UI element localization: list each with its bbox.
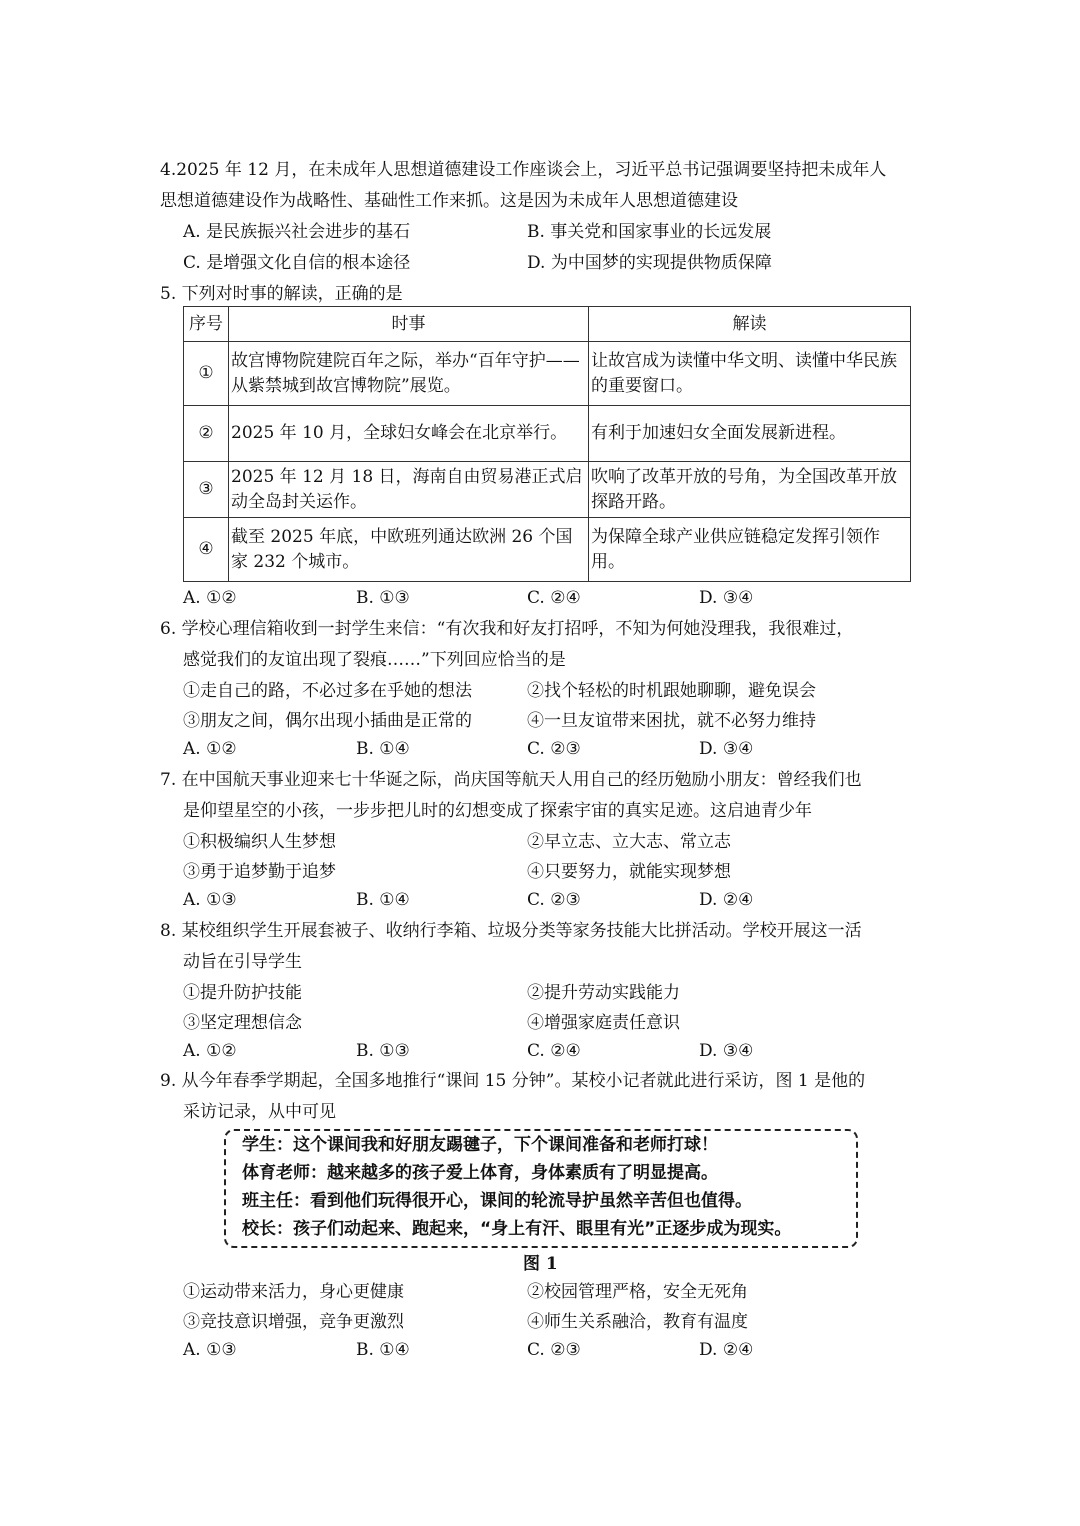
q7-stem-line2: 是仰望星空的小孩，一步步把儿时的幻想变成了探索宇宙的真实足迹。这启迪青少年 — [183, 801, 812, 821]
header-event: 时事 — [229, 307, 589, 342]
current-events-table — [183, 306, 911, 582]
q6-answer-b: B. ①④ — [356, 739, 410, 759]
table-row — [184, 462, 911, 518]
q8-stem-line1: 8. 某校组织学生开展套被子、收纳行李箱、垃圾分类等家务技能大比拼活动。学校开展这一活 — [160, 921, 862, 941]
q7-answer-d: D. ②④ — [699, 890, 754, 910]
q5-answer-a: A. ①② — [183, 588, 237, 608]
q6-item-1: ①走自己的路，不必过多在乎她的想法 — [183, 681, 472, 701]
figure-caption: 图 1 — [523, 1254, 558, 1274]
q9-answer-a: A. ①③ — [183, 1340, 237, 1360]
table-header-row — [184, 307, 911, 342]
table-row — [184, 518, 911, 582]
q9-stem-line1: 9. 从今年春季学期起，全国多地推行“课间 15 分钟”。某校小记者就此进行采访，图 1 是他的 — [160, 1071, 866, 1091]
row-event: 2025 年 12 月 18 日，海南自由贸易港正式启动全岛封关运作。 — [229, 462, 589, 518]
row-number: ④ — [184, 518, 229, 582]
q9-answer-c: C. ②③ — [527, 1340, 581, 1360]
table-row — [184, 342, 911, 406]
q6-answer-c: C. ②③ — [527, 739, 581, 759]
row-event: 截至 2025 年底，中欧班列通达欧洲 26 个国家 232 个城市。 — [229, 518, 589, 582]
q9-item-1: ①运动带来活力，身心更健康 — [183, 1282, 404, 1302]
row-reading: 吹响了改革开放的号角，为全国改革开放探路开路。 — [589, 462, 911, 518]
dialog-line-principal: 校长：孩子们动起来、跑起来，“身上有汗、眼里有光”正逐步成为现实。 — [242, 1219, 792, 1239]
q8-item-2: ②提升劳动实践能力 — [527, 983, 680, 1003]
q4-option-a: A. 是民族振兴社会进步的基石 — [183, 222, 411, 242]
q6-answer-d: D. ③④ — [699, 739, 754, 759]
row-number: ③ — [184, 462, 229, 518]
row-reading: 为保障全球产业供应链稳定发挥引领作用。 — [589, 518, 911, 582]
q7-item-2: ②早立志、立大志、常立志 — [527, 832, 731, 852]
q7-answer-a: A. ①③ — [183, 890, 237, 910]
q6-item-2: ②找个轻松的时机跟她聊聊，避免误会 — [527, 681, 816, 701]
row-event: 2025 年 10 月，全球妇女峰会在北京举行。 — [229, 406, 589, 462]
q7-item-1: ①积极编织人生梦想 — [183, 832, 336, 852]
q8-answer-b: B. ①③ — [356, 1041, 410, 1061]
q5-answer-b: B. ①③ — [356, 588, 410, 608]
q9-answer-b: B. ①④ — [356, 1340, 410, 1360]
table-row — [184, 406, 911, 462]
q4-option-c: C. 是增强文化自信的根本途径 — [183, 253, 411, 273]
q9-item-3: ③竞技意识增强，竞争更激烈 — [183, 1312, 404, 1332]
header-reading: 解读 — [589, 307, 911, 342]
q8-item-3: ③坚定理想信念 — [183, 1013, 302, 1033]
dialog-line-student: 学生：这个课间我和好朋友踢毽子，下个课间准备和老师打球！ — [242, 1135, 718, 1155]
q8-item-4: ④增强家庭责任意识 — [527, 1013, 680, 1033]
q8-answer-c: C. ②④ — [527, 1041, 581, 1061]
q9-item-4: ④师生关系融洽，教育有温度 — [527, 1312, 748, 1332]
q5-answer-c: C. ②④ — [527, 588, 581, 608]
dialog-line-pe-teacher: 体育老师：越来越多的孩子爱上体育，身体素质有了明显提高。 — [242, 1163, 718, 1183]
q6-stem-line1: 6. 学校心理信箱收到一封学生来信：“有次我和好友打招呼，不知为何她没理我，我很难过， — [160, 619, 854, 639]
q9-answer-d: D. ②④ — [699, 1340, 754, 1360]
q4-option-b: B. 事关党和国家事业的长远发展 — [527, 222, 772, 242]
q8-item-1: ①提升防护技能 — [183, 983, 302, 1003]
q9-stem-line2: 采访记录，从中可见 — [183, 1102, 336, 1122]
row-number: ① — [184, 342, 229, 406]
row-reading: 有利于加速妇女全面发展新进程。 — [589, 406, 911, 462]
q7-answer-b: B. ①④ — [356, 890, 410, 910]
q4-stem-line1: 4.2025 年 12 月，在未成年人思想道德建设工作座谈会上，习近平总书记强调要坚持把未成年人 — [160, 160, 887, 180]
q6-item-3: ③朋友之间，偶尔出现小插曲是正常的 — [183, 711, 472, 731]
q6-answer-a: A. ①② — [183, 739, 237, 759]
q7-answer-c: C. ②③ — [527, 890, 581, 910]
q8-stem-line2: 动旨在引导学生 — [183, 952, 302, 972]
q8-answer-d: D. ③④ — [699, 1041, 754, 1061]
q6-stem-line2: 感觉我们的友谊出现了裂痕……”下列回应恰当的是 — [183, 650, 566, 670]
row-event: 故宫博物院建院百年之际，举办“百年守护——从紫禁城到故宫博物院”展览。 — [229, 342, 589, 406]
dialog-line-head-teacher: 班主任：看到他们玩得很开心，课间的轮流导护虽然辛苦但也值得。 — [242, 1191, 752, 1211]
q7-item-3: ③勇于追梦勤于追梦 — [183, 862, 336, 882]
interview-record-figure — [224, 1129, 858, 1248]
q4-stem-line2: 思想道德建设作为战略性、基础性工作来抓。这是因为未成年人思想道德建设 — [160, 191, 738, 211]
q5-stem: 5. 下列对时事的解读，正确的是 — [160, 284, 403, 304]
row-number: ② — [184, 406, 229, 462]
q9-item-2: ②校园管理严格，安全无死角 — [527, 1282, 748, 1302]
row-reading: 让故宫成为读懂中华文明、读懂中华民族的重要窗口。 — [589, 342, 911, 406]
q7-item-4: ④只要努力，就能实现梦想 — [527, 862, 731, 882]
q6-item-4: ④一旦友谊带来困扰，就不必努力维持 — [527, 711, 816, 731]
q4-option-d: D. 为中国梦的实现提供物质保障 — [527, 253, 772, 273]
q8-answer-a: A. ①② — [183, 1041, 237, 1061]
q5-answer-d: D. ③④ — [699, 588, 754, 608]
q7-stem-line1: 7. 在中国航天事业迎来七十华诞之际，尚庆国等航天人用自己的经历勉励小朋友：曾经我们也 — [160, 770, 862, 790]
header-number: 序号 — [184, 307, 229, 342]
